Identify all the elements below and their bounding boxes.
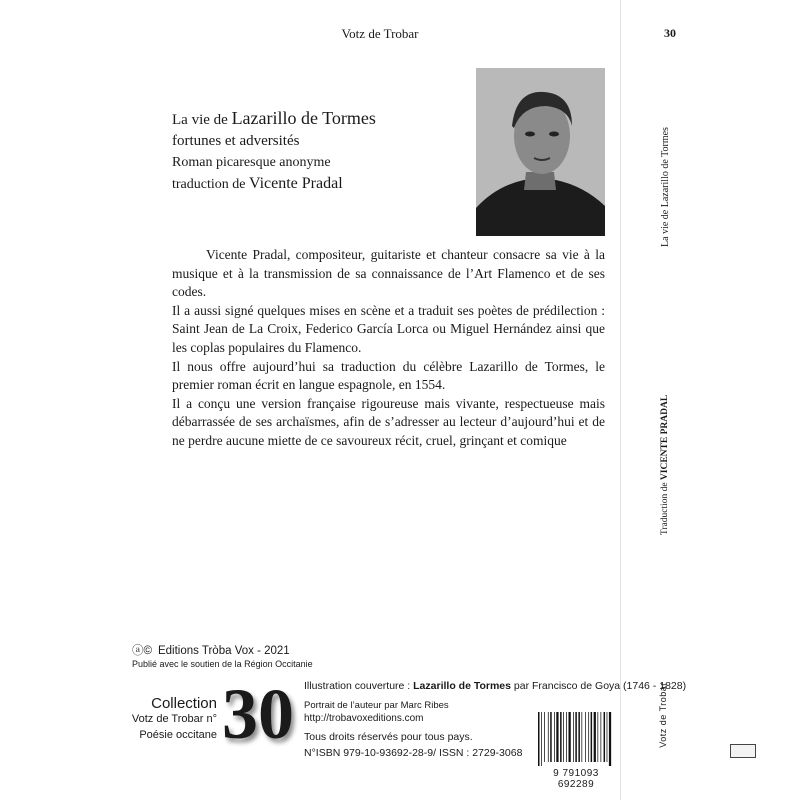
barcode-bar [588,712,589,762]
barcode-bars [536,712,614,766]
barcode-bar [597,712,598,762]
barcode-bar [604,712,606,762]
barcode-bar [544,712,545,762]
barcode-bar [566,712,567,762]
barcode-bar [541,712,542,766]
spine-translation-prefix: Traduction de [660,482,670,536]
barcode-bar [581,712,582,762]
barcode-bar [550,712,552,762]
illustration-suffix: par Francisco de Goya (1746 - 1828) [513,680,687,692]
bio-paragraph: Vicente Pradal, compositeur, guitariste et chanteur consacre sa vie à la musique et à la transmission de sa connaissance de l’Art Flamenco et de ses codes. [172,247,605,300]
barcode-icon [536,712,614,766]
book-title-block [172,108,462,195]
subtitle: fortunes et adversités [172,133,300,149]
barcode-bar [601,712,602,762]
barcode-bar [556,712,558,762]
bio-paragraph: Il a conçu une version française rigoureuse mais vivante, respectueuse mais débarrassée de ses archaïsmes, afin de s’adresser au lecteur d’aujourd’hui et de ne perdre aucune miette de ce savoureux récit, cruel, grinçant et comique [172,395,605,448]
collection-series: Votz de Trobar n° [131,713,217,725]
bio-paragraph: Il nous offre aujourd’hui sa traduction du célèbre Lazarillo de Tormes, le premier roman écrit en langue espagnole, en 1554. [172,358,605,393]
barcode-bar [573,712,574,762]
illustration-prefix: Illustration couverture : [304,680,411,692]
barcode-bar [594,712,596,762]
rights-notice: Tous droits réservés pour tous pays. [304,731,473,743]
barcode-bar [554,712,555,762]
collection-label: Collection [151,695,217,712]
book-title: Lazarillo de Tormes [231,108,376,128]
running-header-title: Votz de Trobar [341,26,419,41]
barcode-bar [585,712,586,762]
barcode-bar [591,712,593,762]
spine-title: La vie de Lazarillo de Tormes [660,127,671,247]
translator-line [172,173,462,195]
page-number: 30 [664,26,676,40]
copyright-text: Editions Tròba Vox - 2021 [157,645,290,657]
barcode-digits: 9 791093 692289 [553,768,599,790]
price-sticker [730,744,756,758]
title-prefix: La vie de [172,112,228,128]
translator-prefix: traduction de [172,177,246,192]
spine-publisher: Votz de Trobar [658,682,668,748]
support-line: Publié avec le soutien de la Région Occitanie [132,659,313,669]
author-portrait-photo [476,68,605,236]
portrait-credit: Portrait de l’auteur par Marc Ribes [304,700,449,711]
barcode-bar [538,712,540,766]
barcode-bar [569,712,571,762]
spine-translator-name: VICENTE PRADAL [660,394,670,481]
title-line-1 [172,108,462,131]
copyright-line [132,642,290,658]
barcode-bar [548,712,549,762]
publisher-website: http://trobavoxeditions.com [304,713,424,724]
barcode-bar [578,712,580,762]
genre-line: Roman picaresque anonyme [172,155,331,170]
barcode-bar [609,712,611,766]
barcode-bar [560,712,562,762]
illustration-credit [304,680,686,692]
portrait-illustration [476,68,605,236]
collection-genre: Poésie occitane [139,729,217,741]
barcode-bar [563,712,564,762]
barcode-bar [607,712,608,762]
isbn-issn: N°ISBN 979-10-93692-28-9/ ISSN : 2729-3068 [304,747,523,759]
copyright-symbols: ⓐ© [132,645,152,657]
bio-paragraph: Il a aussi signé quelques mises en scène et a traduit ses poètes de prédilection : Saint Jean de La Croix, Federico García Lorca ou Miguel Hernández ainsi que les coplas populaires du Flamenco. [172,302,605,355]
illustration-title: Lazarillo de Tormes [413,680,511,692]
translator-name: Vicente Pradal [248,175,343,192]
barcode-bar [575,712,577,762]
spine-translation [660,360,674,570]
author-biography [172,246,605,451]
collection-number: 30 [222,674,294,754]
